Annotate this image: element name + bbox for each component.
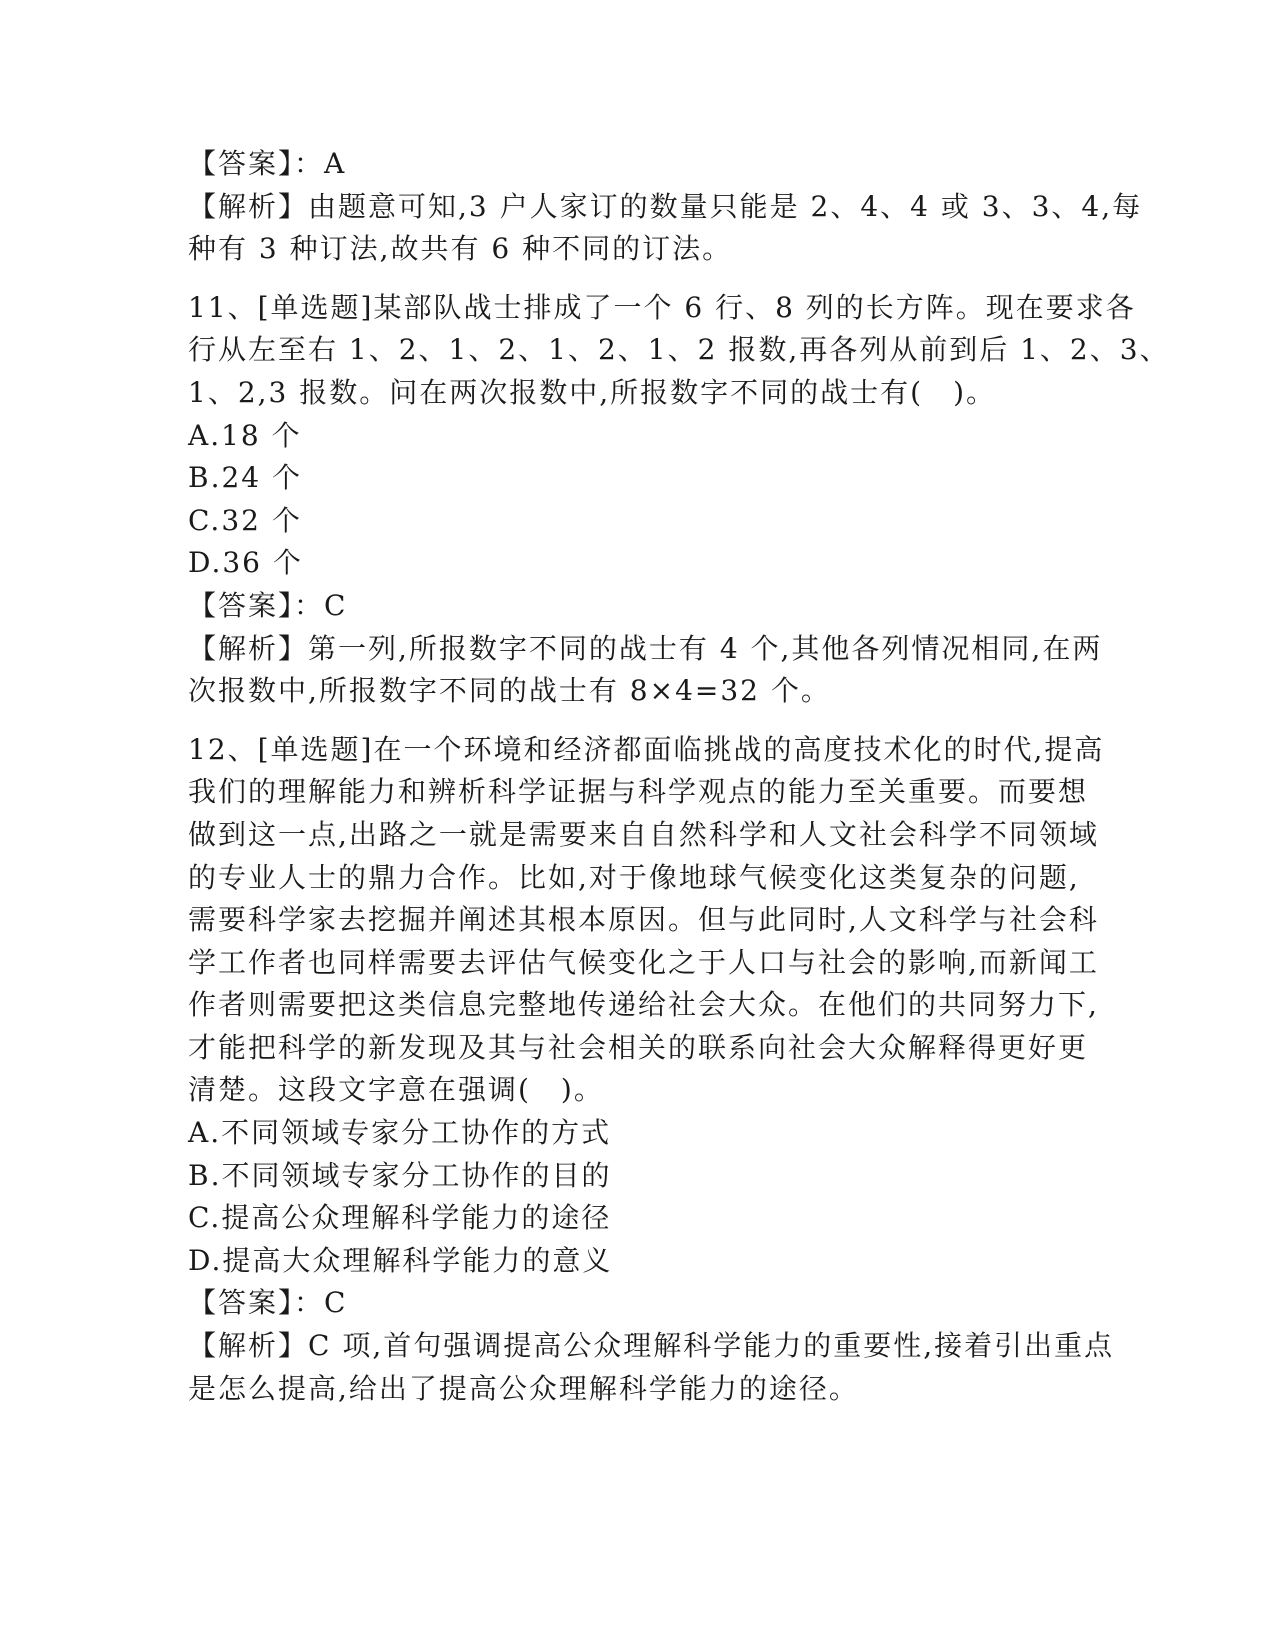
- answer-separator: ：: [294, 588, 325, 622]
- answer-line: [188, 1282, 1088, 1325]
- question-stem-line: 11、[单选题]某部队战士排成了一个 6 行、8 列的长方阵。现在要求各: [188, 290, 1136, 324]
- analysis-line: 次报数中,所报数字不同的战士有 8×4=32 个。: [188, 674, 831, 708]
- question-12: [188, 729, 1115, 1411]
- option-a: A.18 个: [188, 418, 302, 452]
- analysis-label: 【解析】: [188, 1329, 309, 1363]
- answer-label: 【答案】: [188, 588, 295, 622]
- option-c: C.提高公众理解科学能力的途径: [188, 1201, 612, 1235]
- document-page: [188, 143, 1170, 1410]
- question-stem-line: 清楚。这段文字意在强调( )。: [188, 1073, 604, 1107]
- question-stem-line: 需要科学家去挖掘并阐述其根本原因。但与此同时,人文科学与社会科: [188, 903, 1099, 937]
- answer-value: A: [324, 147, 347, 180]
- analysis-text: 由题意可知,3 户人家订的数量只能是 2、4、4 或 3、3、4,每: [308, 189, 1143, 223]
- answer-label: 【答案】: [188, 147, 295, 180]
- option-a: A.不同领域专家分工协作的方式: [188, 1116, 612, 1150]
- option-b: B.不同领域专家分工协作的目的: [188, 1158, 612, 1192]
- answer-line: [188, 143, 1088, 186]
- section-gap: [188, 713, 1088, 729]
- question-stem-line: 做到这一点,出路之一就是需要来自自然科学和人文社会科学不同领域: [188, 817, 1099, 851]
- answer-label: 【答案】: [188, 1286, 295, 1320]
- question-11: [188, 287, 1170, 713]
- analysis-line: [188, 628, 1103, 671]
- analysis-label: 【解析】: [188, 631, 309, 665]
- answer-value: C: [324, 1286, 348, 1320]
- question-stem-line: 行从左至右 1、2、1、2、1、2、1、2 报数,再各列从前到后 1、2、3、: [188, 333, 1170, 367]
- analysis-line: 是怎么提高,给出了提高公众理解科学能力的途径。: [188, 1371, 859, 1405]
- question-stem-line: 12、[单选题]在一个环境和经济都面临挑战的高度技术化的时代,提高: [188, 732, 1105, 766]
- analysis-line: [188, 186, 1143, 229]
- question-stem-line: 作者则需要把这类信息完整地传递给社会大众。在他们的共同努力下,: [188, 988, 1099, 1022]
- answer-line: [188, 585, 1088, 628]
- answer-separator: ：: [294, 147, 325, 180]
- question-stem-line: 的专业人士的鼎力合作。比如,对于像地球气候变化这类复杂的问题,: [188, 860, 1080, 894]
- analysis-text: C 项,首句强调提高公众理解科学能力的重要性,接着引出重点: [308, 1329, 1115, 1363]
- answer-value: C: [324, 588, 348, 622]
- question-stem-line: 我们的理解能力和辨析科学证据与科学观点的能力至关重要。而要想: [188, 775, 1089, 809]
- option-b: B.24 个: [188, 461, 303, 495]
- analysis-line: [188, 1325, 1115, 1368]
- option-d: D.36 个: [188, 546, 303, 580]
- question-stem-line: 学工作者也同样需要去评估气候变化之于人口与社会的影响,而新闻工: [188, 945, 1099, 979]
- answer-separator: ：: [294, 1286, 325, 1320]
- analysis-text: 第一列,所报数字不同的战士有 4 个,其他各列情况相同,在两: [308, 631, 1103, 665]
- option-d: D.提高大众理解科学能力的意义: [188, 1243, 613, 1277]
- question-stem-line: 1、2,3 报数。问在两次报数中,所报数字不同的战士有( )。: [188, 375, 996, 409]
- option-c: C.32 个: [188, 503, 302, 537]
- analysis-line: 种有 3 种订法,故共有 6 种不同的订法。: [188, 232, 733, 266]
- section-gap: [188, 271, 1088, 287]
- question-stem-line: 才能把科学的新发现及其与社会相关的联系向社会大众解释得更好更: [188, 1030, 1089, 1064]
- analysis-label: 【解析】: [188, 189, 309, 223]
